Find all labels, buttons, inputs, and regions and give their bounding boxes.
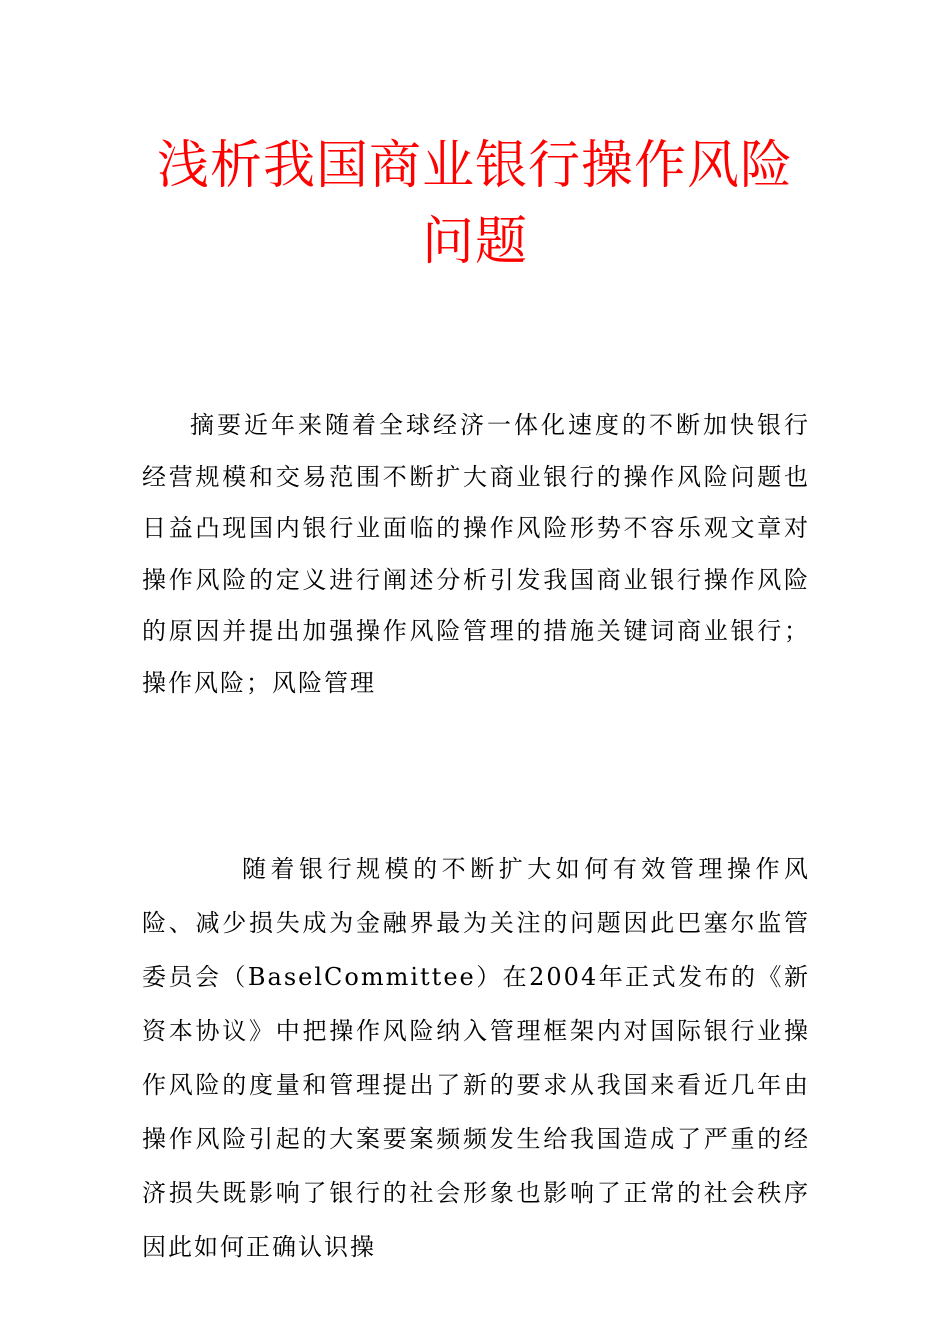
- abstract-paragraph: 摘要近年来随着全球经济一体化速度的不断加快银行经营规模和交易范围不断扩大商业银行的操作风险问题也日益凸现国内银行业面临的操作风险形势不容乐观文章对操作风险的定义进行阐述分析引发我国商业银行操作风险的原因并提出加强操作风险管理的措施关键词商业银行；操作风险；风险管理: [142, 411, 810, 697]
- body-paragraph: 随着银行规模的不断扩大如何有效管理操作风险、减少损失成为金融界最为关注的问题因此巴塞尔监管委员会（BaselCommittee）在2004年正式发布的《新资本协议》中把操作风险纳入管理框架内对国际银行业操作风险的度量和管理提出了新的要求从我国来看近几年由操作风险引起的大案要案频频发生给我国造成了严重的经济损失既影响了银行的社会形象也影响了正常的社会秩序因此如何正确认识操: [142, 855, 810, 1261]
- document-title: 浅析我国商业银行操作风险问题: [156, 136, 793, 272]
